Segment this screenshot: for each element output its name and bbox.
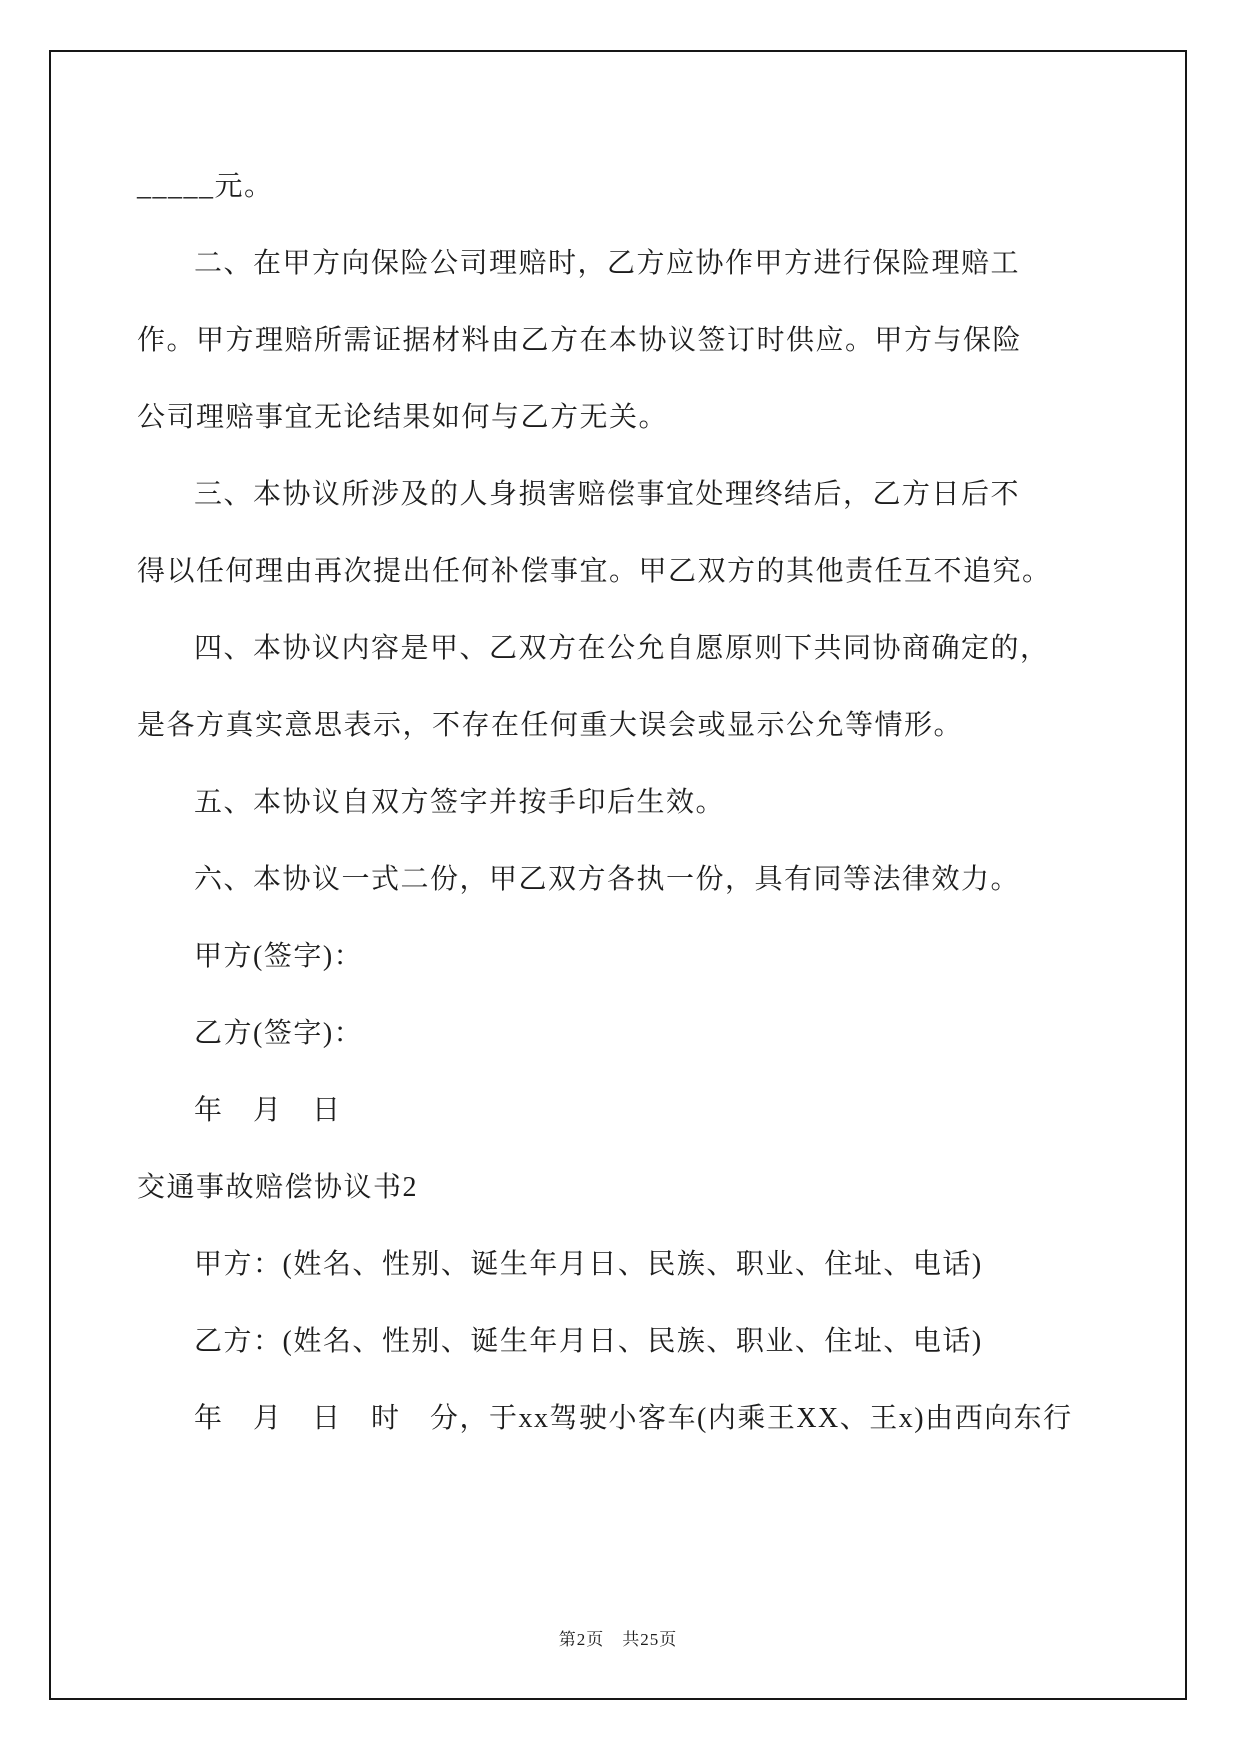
text-line-clause-6: 六、本协议一式二份，甲乙双方各执一份，具有同等法律效力。 — [194, 864, 1021, 895]
text-line-date: 年 月 日 — [194, 1095, 342, 1126]
document-content — [137, 148, 1073, 1457]
text-line-clause-4-start: 四、本协议内容是甲、乙双方在公允自愿原则下共同协商确定的， — [194, 633, 1050, 664]
text-line-clause-5: 五、本协议自双方签字并按手印后生效。 — [194, 787, 726, 818]
text-line-clause-3-start: 三、本协议所涉及的人身损害赔偿事宜处理终结后，乙方日后不 — [194, 479, 1021, 510]
text-line-party-b-signature: 乙方(签字)： — [194, 1018, 364, 1049]
text-line-clause-2-cont: 作。甲方理赔所需证据材料由乙方在本协议签订时供应。甲方与保险 — [137, 325, 1023, 356]
page-border-frame — [49, 50, 1187, 1700]
text-line-clause-4-cont: 是各方真实意思表示，不存在任何重大误会或显示公允等情形。 — [137, 710, 964, 741]
text-line-clause-2-end: 公司理赔事宜无论结果如何与乙方无关。 — [137, 402, 669, 433]
text-line-party-a-signature: 甲方(签字)： — [194, 941, 364, 972]
section-2-heading: 交通事故赔偿协议书2 — [137, 1172, 419, 1203]
page-footer — [51, 1625, 1185, 1650]
text-line-clause-3-cont: 得以任何理由再次提出任何补偿事宜。甲乙双方的其他责任互不追究。 — [137, 556, 1052, 587]
text-line-clause-2-start: 二、在甲方向保险公司理赔时，乙方应协作甲方进行保险理赔工 — [194, 248, 1021, 279]
text-line-accident-detail: 年 月 日 时 分，于xx驾驶小客车(内乘王XX、王x)由西向东行 — [194, 1403, 1073, 1434]
text-line-blank-amount: _____元。 — [137, 171, 274, 202]
page-number-label: 第2页 共25页 — [558, 1630, 678, 1649]
text-line-party-a-info: 甲方：(姓名、性别、诞生年月日、民族、职业、住址、电话) — [194, 1249, 983, 1280]
text-line-party-b-info: 乙方：(姓名、性别、诞生年月日、民族、职业、住址、电话) — [194, 1326, 983, 1357]
